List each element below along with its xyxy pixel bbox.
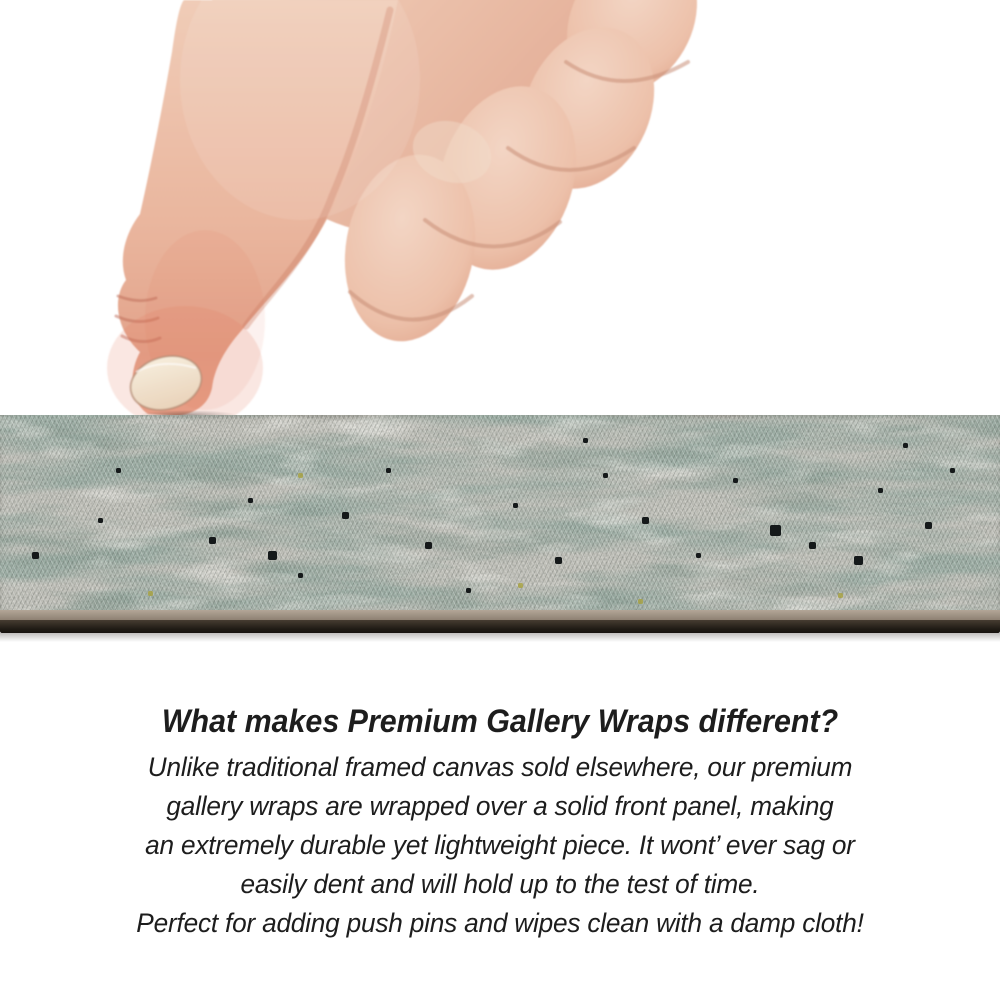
hand-photo <box>0 0 1000 420</box>
caption-line-4: easily dent and will hold up to the test of time. <box>240 869 760 899</box>
hand-illustration <box>0 0 1000 420</box>
caption-line-5: Perfect for adding push pins and wipes clean with a damp cloth! <box>136 908 864 938</box>
caption-line-3: an extremely durable yet lightweight piece. It wont’ ever sag or <box>145 830 855 860</box>
caption-line-1: Unlike traditional framed canvas sold elsewhere, our premium <box>147 752 853 782</box>
caption <box>0 698 1000 943</box>
canvas-texture <box>0 415 1000 611</box>
canvas-drop-shadow <box>0 633 1000 642</box>
canvas-edge-photo <box>0 415 1000 633</box>
caption-heading: What makes Premium Gallery Wraps different? <box>161 703 839 739</box>
caption-line-2: gallery wraps are wrapped over a solid front panel, making <box>166 791 834 821</box>
canvas-weave <box>0 415 1000 611</box>
canvas-yellow-flecks <box>0 415 1 416</box>
canvas-dark-edge <box>0 620 1000 633</box>
